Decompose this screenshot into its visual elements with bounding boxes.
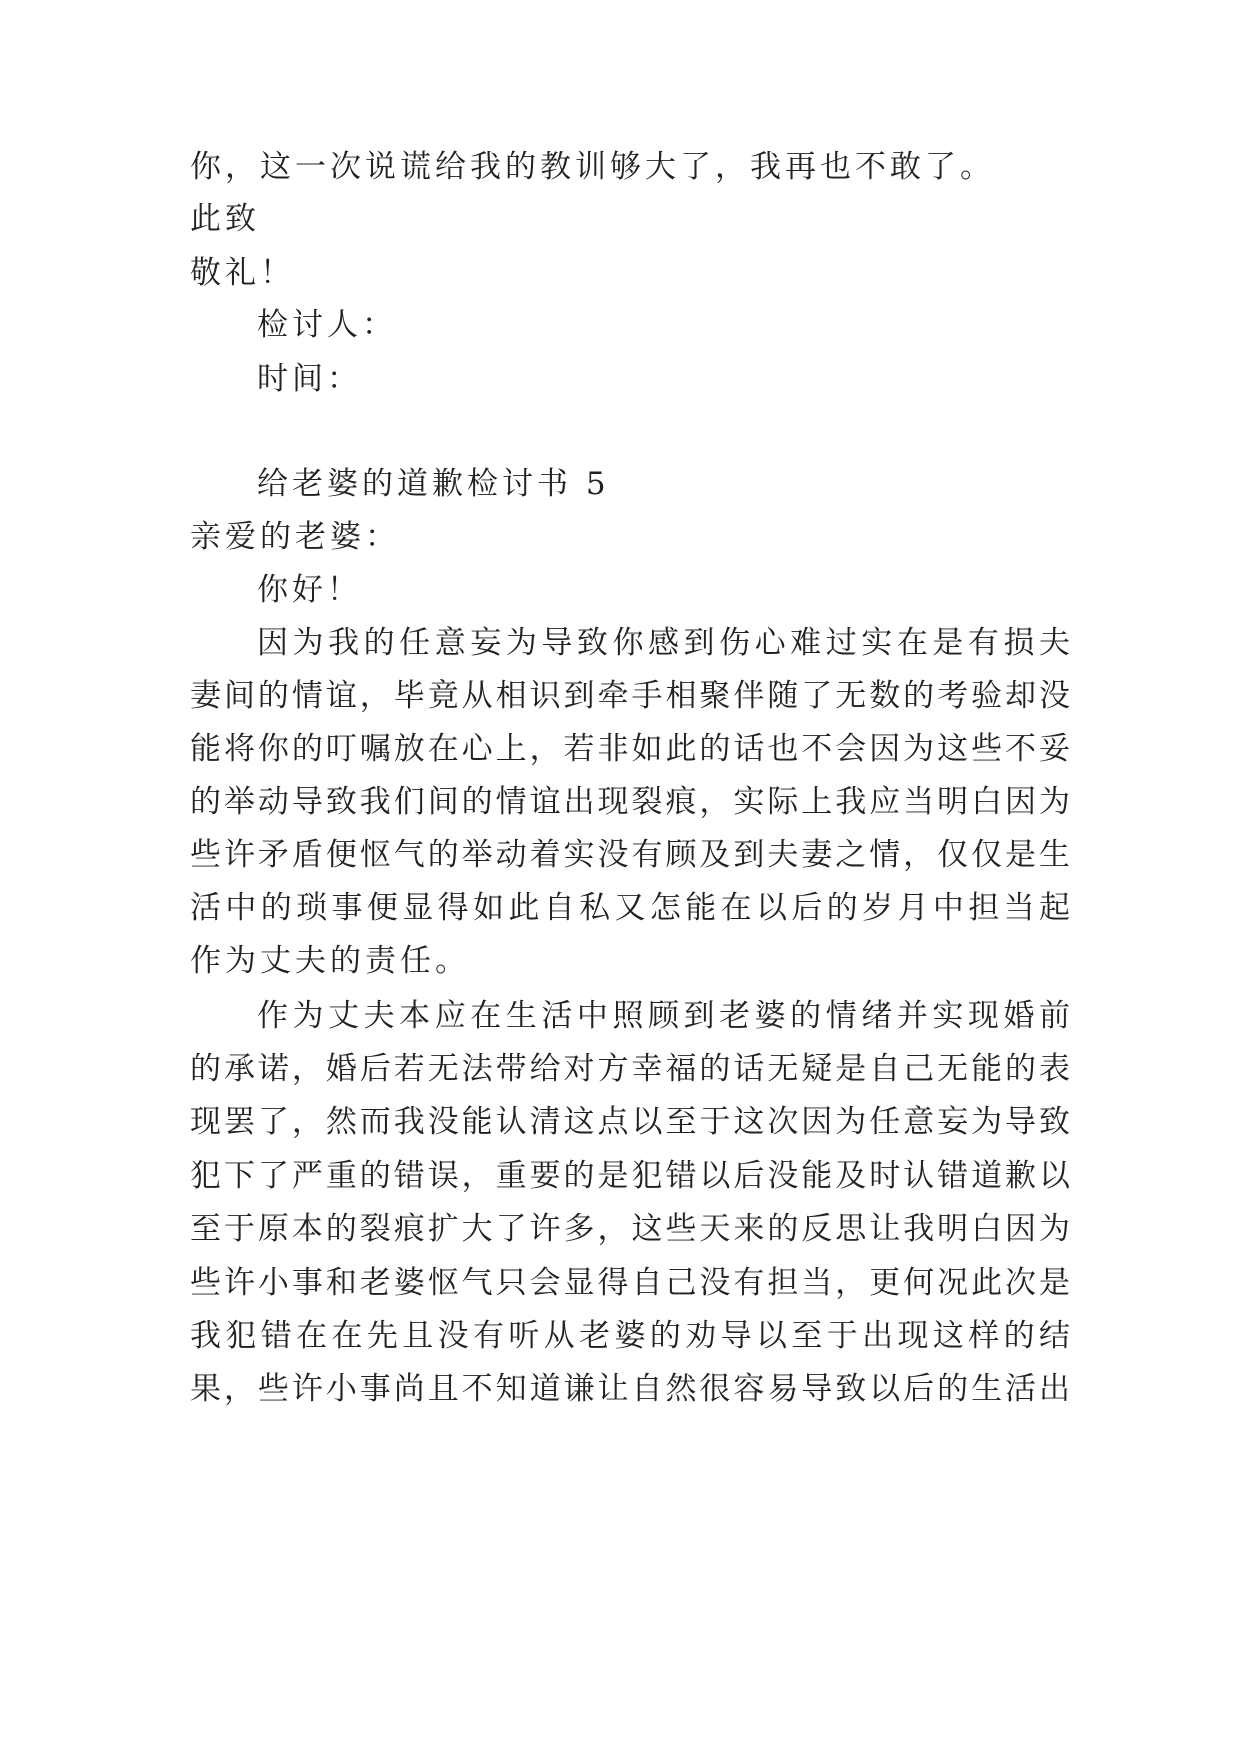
greeting: 你好！	[257, 572, 362, 608]
closing-line: 此致	[190, 201, 260, 237]
closing-line: 敬礼！	[190, 255, 295, 291]
paragraph-line: 果，些许小事尚且不知道谦让自然很容易导致以后的生活出	[190, 1371, 1070, 1407]
paragraph-line: 些许矛盾便怄气的举动着实没有顾及到夫妻之情，仅仅是生	[190, 837, 1070, 873]
section-title: 给老婆的道歉检讨书 5	[257, 466, 610, 502]
signer-label: 检讨人：	[257, 307, 397, 343]
paragraph-line: 现罢了，然而我没能认清这点以至于这次因为任意妄为导致	[190, 1104, 1070, 1140]
paragraph-line: 的承诺，婚后若无法带给对方幸福的话无疑是自己无能的表	[190, 1051, 1070, 1087]
paragraph-line: 能将你的叮嘱放在心上，若非如此的话也不会因为这些不妥	[190, 731, 1070, 767]
paragraph-line: 妻间的情谊，毕竟从相识到牵手相聚伴随了无数的考验却没	[190, 678, 1070, 714]
date-label: 时间：	[257, 361, 362, 397]
paragraph-line: 的举动导致我们间的情谊出现裂痕，实际上我应当明白因为	[190, 784, 1070, 820]
paragraph-line: 活中的琐事便显得如此自私又怎能在以后的岁月中担当起	[190, 890, 1070, 926]
paragraph-line: 至于原本的裂痕扩大了许多，这些天来的反思让我明白因为	[190, 1211, 1070, 1247]
paragraph-line: 因为我的任意妄为导致你感到伤心难过实在是有损夫	[257, 625, 1070, 661]
paragraph-line: 犯下了严重的错误，重要的是犯错以后没能及时认错道歉以	[190, 1158, 1070, 1194]
text-line: 你，这一次说谎给我的教训够大了，我再也不敢了。	[190, 149, 995, 185]
paragraph-line: 作为丈夫本应在生活中照顾到老婆的情绪并实现婚前	[257, 998, 1070, 1034]
salutation: 亲爱的老婆：	[190, 519, 400, 555]
paragraph-line: 作为丈夫的责任。	[190, 943, 470, 979]
paragraph-line: 我犯错在在先且没有听从老婆的劝导以至于出现这样的结	[190, 1318, 1070, 1354]
paragraph-line: 些许小事和老婆怄气只会显得自己没有担当，更何况此次是	[190, 1265, 1070, 1301]
